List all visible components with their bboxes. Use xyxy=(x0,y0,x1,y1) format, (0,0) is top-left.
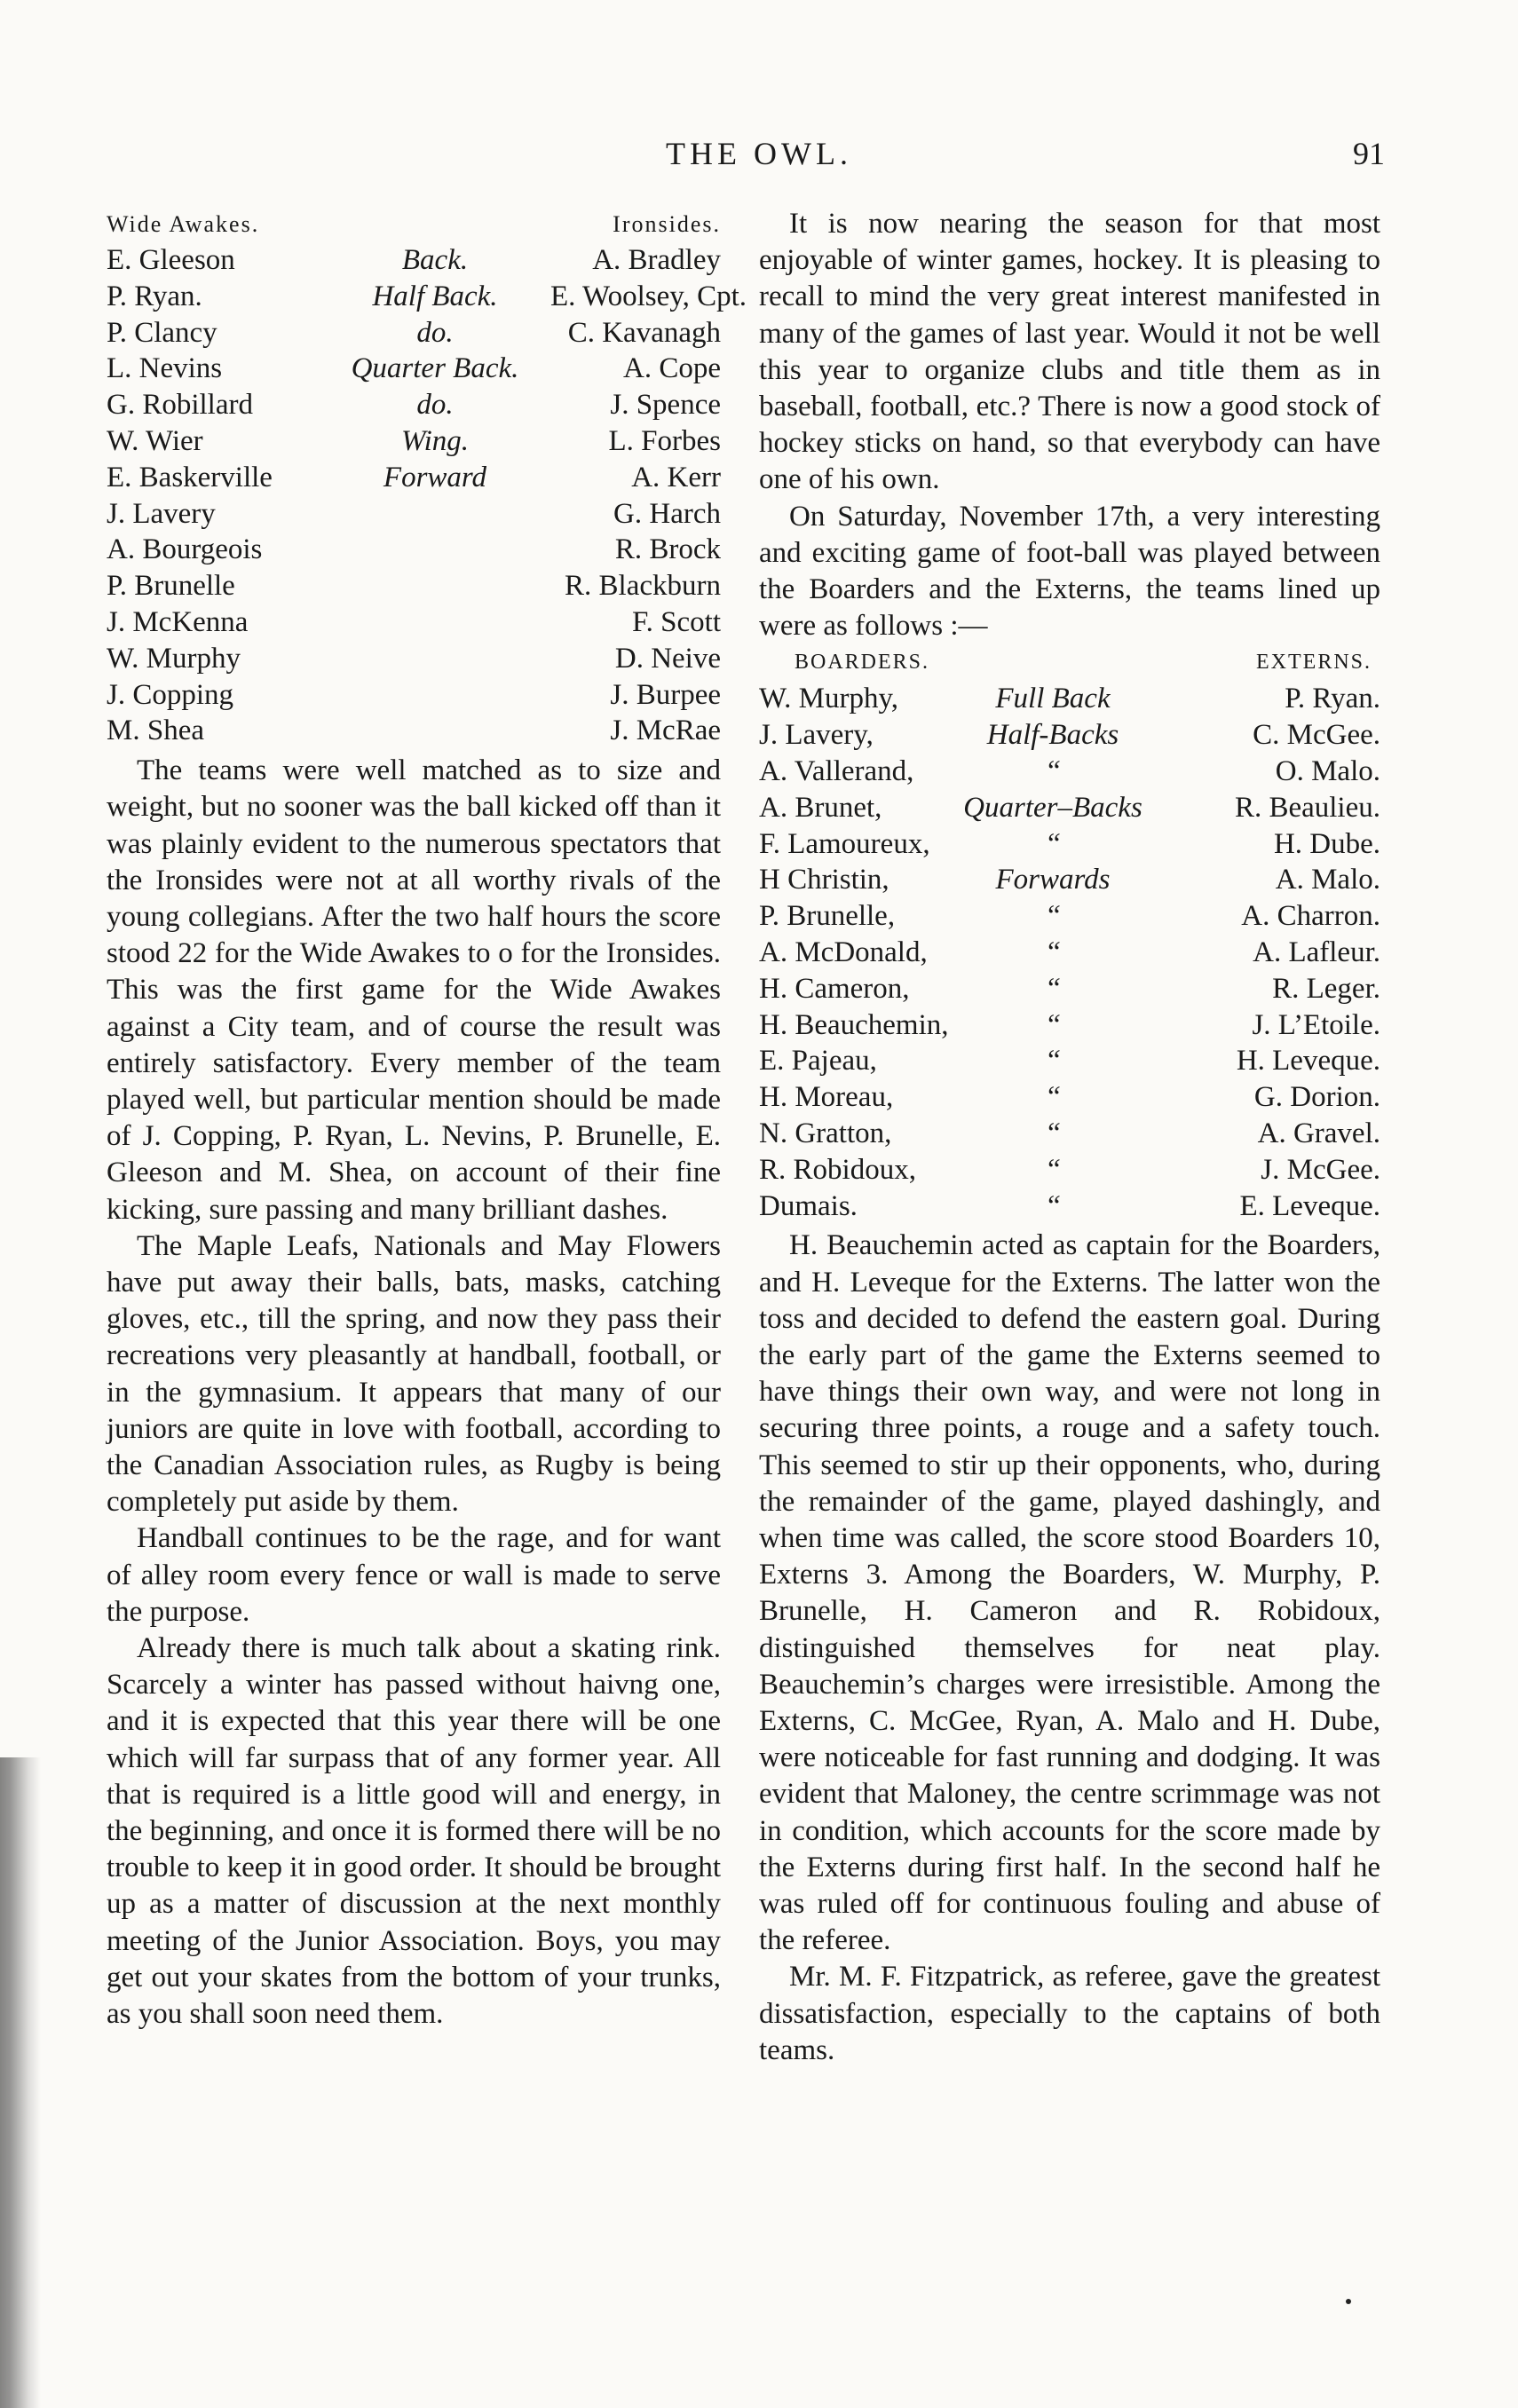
roster-row xyxy=(759,1007,1380,1044)
player-left: A. Vallerand, xyxy=(759,755,914,788)
bullet-mark xyxy=(1346,2299,1351,2304)
roster-row xyxy=(107,568,721,604)
position: “ xyxy=(1044,1153,1062,1186)
player-right: J. L’Etoile. xyxy=(1252,1008,1380,1041)
player-right: R. Beaulieu. xyxy=(1234,791,1380,824)
roster-row xyxy=(759,681,1380,717)
position: do. xyxy=(416,389,454,422)
position: “ xyxy=(1044,1117,1062,1149)
player-left: P. Brunelle, xyxy=(759,900,896,933)
player-left: J. Lavery, xyxy=(759,719,874,752)
roster-row xyxy=(107,713,721,749)
roster-row xyxy=(107,423,721,460)
left-column xyxy=(107,206,747,2033)
player-right: E. Woolsey, Cpt. xyxy=(550,280,747,312)
player-left: J. Copping xyxy=(107,678,234,711)
position: “ xyxy=(1044,1008,1062,1041)
position: do. xyxy=(416,316,454,349)
player-left: W. Murphy xyxy=(107,642,241,675)
player-right: J. Spence xyxy=(610,389,721,422)
page-number: 91 xyxy=(1353,136,1385,171)
roster-row xyxy=(759,1079,1380,1116)
position: “ xyxy=(1044,900,1062,933)
player-left: F. Lamoureux, xyxy=(759,827,930,860)
roster-row xyxy=(759,754,1380,790)
position: Forwards xyxy=(995,864,1111,896)
paragraph-baseball-clubs: The Maple Leafs, Nationals and May Flowers have put away their balls, bats, masks, catching gloves, etc., till the spring, and now they pass their recreations very pleasantly at handball, football, or in the gymnasium. It appears that many of our juniors are quite in love with football, according to the Canadian Association rules, as Rugby is being completely put aside by them. xyxy=(107,1229,721,1519)
player-right: G. Harch xyxy=(613,497,721,530)
roster-row xyxy=(107,677,721,714)
position: “ xyxy=(1044,1081,1062,1114)
player-left: J. Lavery xyxy=(107,497,216,530)
player-right: A. Charron. xyxy=(1241,900,1380,933)
right-column xyxy=(759,206,1380,2069)
player-left: A. McDonald, xyxy=(759,936,928,969)
roster-row xyxy=(759,826,1380,863)
player-left: M. Shea xyxy=(107,715,204,747)
roster-row xyxy=(759,1043,1380,1079)
paragraph-game-summary: H. Beauchemin acted as captain for the Boarders, and H. Leveque for the Externs. The latter won the toss and decided to defend the eastern goal. During the early part of the game the Externs seemed to have things their own way, and were not long in securing three points, a rouge and a safety touch. This seemed to stir up their opponents, who, during the remainder of the game, played dashingly, and when time was called, the score stood Boarders 10, Externs 3. Among the Boarders, W. Murphy, P. Brunelle, H. Cameron and R. Robidoux, distinguished themselves for neat play. Beauchemin’s charges were irresistible. Among the Externs, C. McGee, Ryan, A. Malo and H. Dube, were noticeable for fast running and dodging. It was evident that Maloney, the centre scrimmage was not in condition, which accounts for the score made by the Externs during first half. In the second half he was ruled off for continuous fouling and abuse of the referee. xyxy=(759,1229,1380,1957)
player-right: E. Leveque. xyxy=(1239,1189,1380,1222)
position: Half-Backs xyxy=(986,719,1119,752)
roster-row xyxy=(107,496,721,533)
player-left: A. Bourgeois xyxy=(107,533,263,566)
position: “ xyxy=(1044,972,1062,1005)
player-right: C. Kavanagh xyxy=(567,316,721,349)
roster-row xyxy=(759,935,1380,971)
roster-row xyxy=(107,351,721,387)
position: Quarter–Backs xyxy=(963,791,1142,824)
player-left: W. Murphy, xyxy=(759,683,899,715)
roster-row xyxy=(107,604,721,641)
player-left: W. Wier xyxy=(107,424,203,457)
player-right: O. Malo. xyxy=(1275,755,1380,788)
player-right: A. Lafleur. xyxy=(1253,936,1380,969)
player-left: P. Clancy xyxy=(107,316,217,349)
paragraph-referee: Mr. M. F. Fitzpatrick, as referee, gave the greatest dissatisfaction, especially to the captains of both teams. xyxy=(759,1961,1380,2066)
player-left: J. McKenna xyxy=(107,605,249,638)
roster-row xyxy=(759,717,1380,754)
roster-row xyxy=(107,387,721,423)
running-head: THE OWL. xyxy=(666,136,852,171)
player-left: H. Moreau, xyxy=(759,1081,894,1114)
roster-heading xyxy=(107,206,721,242)
position: “ xyxy=(1044,755,1062,788)
paragraph-skating-rink: Already there is much talk about a skating rink. Scarcely a winter has passed without haivng one, and it is expected that this year there will be one which will far surpass that of any former year. All that is required is a little good will and energy, in the beginning, and once it is formed there will be no trouble to keep it in good order. It should be brought up as a matter of discussion at the next monthly meeting of the Junior Association. Boys, you may get out your skates from the bottom of your trunks, as you shall soon need them. xyxy=(107,1632,721,2031)
player-left: R. Robidoux, xyxy=(759,1153,916,1186)
position: Full Back xyxy=(995,683,1111,715)
player-left: E. Pajeau, xyxy=(759,1045,877,1078)
position: “ xyxy=(1044,1045,1062,1078)
paragraph-match-report: The teams were well matched as to size and weight, but no sooner was the ball kicked off than it was plainly evident to the numerous spectators that the Ironsides were not at all worthy rivals of the young collegians. After the two half hours the score stood 22 for the Wide Awakes to o for the Ironsides. This was the first game for the Wide Awakes against a City team, and of course the result was entirely satisfactory. Every member of the team played well, but particular mention should be made of J. Copping, P. Ryan, L. Nevins, P. Brunelle, E. Gleeson and M. Shea, on account of their fine kicking, sure passing and many brilliant dashes. xyxy=(107,754,721,1226)
player-right: A. Malo. xyxy=(1275,864,1380,896)
player-left: N. Gratton, xyxy=(759,1117,892,1149)
player-right: R. Brock xyxy=(614,533,721,566)
position: Back. xyxy=(401,244,469,276)
roster-row xyxy=(759,898,1380,935)
position: “ xyxy=(1044,936,1062,969)
player-right: J. McRae xyxy=(610,715,721,747)
position: “ xyxy=(1044,1189,1062,1222)
player-left: Dumais. xyxy=(759,1189,858,1222)
player-right: A. Gravel. xyxy=(1257,1117,1380,1149)
player-right: P. Ryan. xyxy=(1285,683,1380,715)
roster-row xyxy=(759,1116,1380,1152)
team-name-ironsides: Ironsides. xyxy=(613,210,721,237)
player-left: P. Ryan. xyxy=(107,280,202,312)
player-left: L. Nevins xyxy=(107,352,223,385)
roster-row xyxy=(107,641,721,677)
player-right: J. McGee. xyxy=(1261,1153,1380,1186)
player-left: E. Gleeson xyxy=(107,244,235,276)
player-right: L. Forbes xyxy=(608,424,721,457)
page-edge-shadow xyxy=(0,1757,41,2408)
player-right: R. Leger. xyxy=(1272,972,1380,1005)
position: “ xyxy=(1044,827,1062,860)
player-right: A. Bradley xyxy=(592,244,721,276)
paragraph-handball: Handball continues to be the rage, and for want of alley room every fence or wall is made to serve the purpose. xyxy=(107,1522,721,1628)
position: Half Back. xyxy=(372,280,498,312)
player-right: G. Dorion. xyxy=(1253,1081,1380,1114)
roster-row xyxy=(759,1152,1380,1188)
player-right: H. Leveque. xyxy=(1236,1045,1380,1078)
roster-row xyxy=(759,1188,1380,1225)
player-left: A. Brunet, xyxy=(759,791,882,824)
roster-row xyxy=(759,790,1380,826)
player-right: H. Dube. xyxy=(1273,827,1380,860)
player-left: E. Baskerville xyxy=(107,461,273,493)
player-left: G. Robillard xyxy=(107,389,253,422)
roster-row xyxy=(107,532,721,568)
position: Forward xyxy=(383,461,487,493)
player-left: H. Beauchemin, xyxy=(759,1008,949,1041)
roster-row xyxy=(107,242,721,279)
roster-heading xyxy=(759,644,1380,681)
roster-table xyxy=(759,681,1380,1224)
player-right: R. Blackburn xyxy=(565,570,721,603)
player-right: A. Kerr xyxy=(631,461,721,493)
player-right: J. Burpee xyxy=(610,678,721,711)
player-right: A. Cope xyxy=(623,352,721,385)
position: Wing. xyxy=(400,424,470,457)
player-right: C. McGee. xyxy=(1253,719,1380,752)
paragraph-hockey: It is now nearing the season for that most enjoyable of winter games, hockey. It is pleasing to recall to mind the very great interest manifested in many of the games of last year. Would it not be well this year to organize clubs and title them as in baseball, football, etc.? There is now a good stock of hockey sticks on hand, so that everybody can have one of his own. xyxy=(759,208,1380,496)
roster-table xyxy=(107,242,747,749)
roster-row xyxy=(107,279,747,315)
player-left: P. Brunelle xyxy=(107,570,235,603)
player-right: D. Neive xyxy=(614,642,721,675)
roster-row xyxy=(759,971,1380,1007)
player-left: H Christin, xyxy=(759,864,889,896)
team-name-boarders: BOARDERS. xyxy=(795,651,930,675)
roster-row xyxy=(107,460,721,496)
player-left: H. Cameron, xyxy=(759,972,910,1005)
position: Quarter Back. xyxy=(351,352,519,385)
player-right: F. Scott xyxy=(631,605,721,638)
roster-row xyxy=(759,862,1380,898)
team-name-wide-awakes: Wide Awakes. xyxy=(107,210,260,237)
team-name-externs: EXTERNS. xyxy=(1256,651,1372,675)
paragraph-football-game: On Saturday, November 17th, a very interesting and exciting game of foot-ball was played between the Boarders and the Externs, the teams lined up were as follows :— xyxy=(759,500,1380,643)
roster-row xyxy=(107,315,721,351)
